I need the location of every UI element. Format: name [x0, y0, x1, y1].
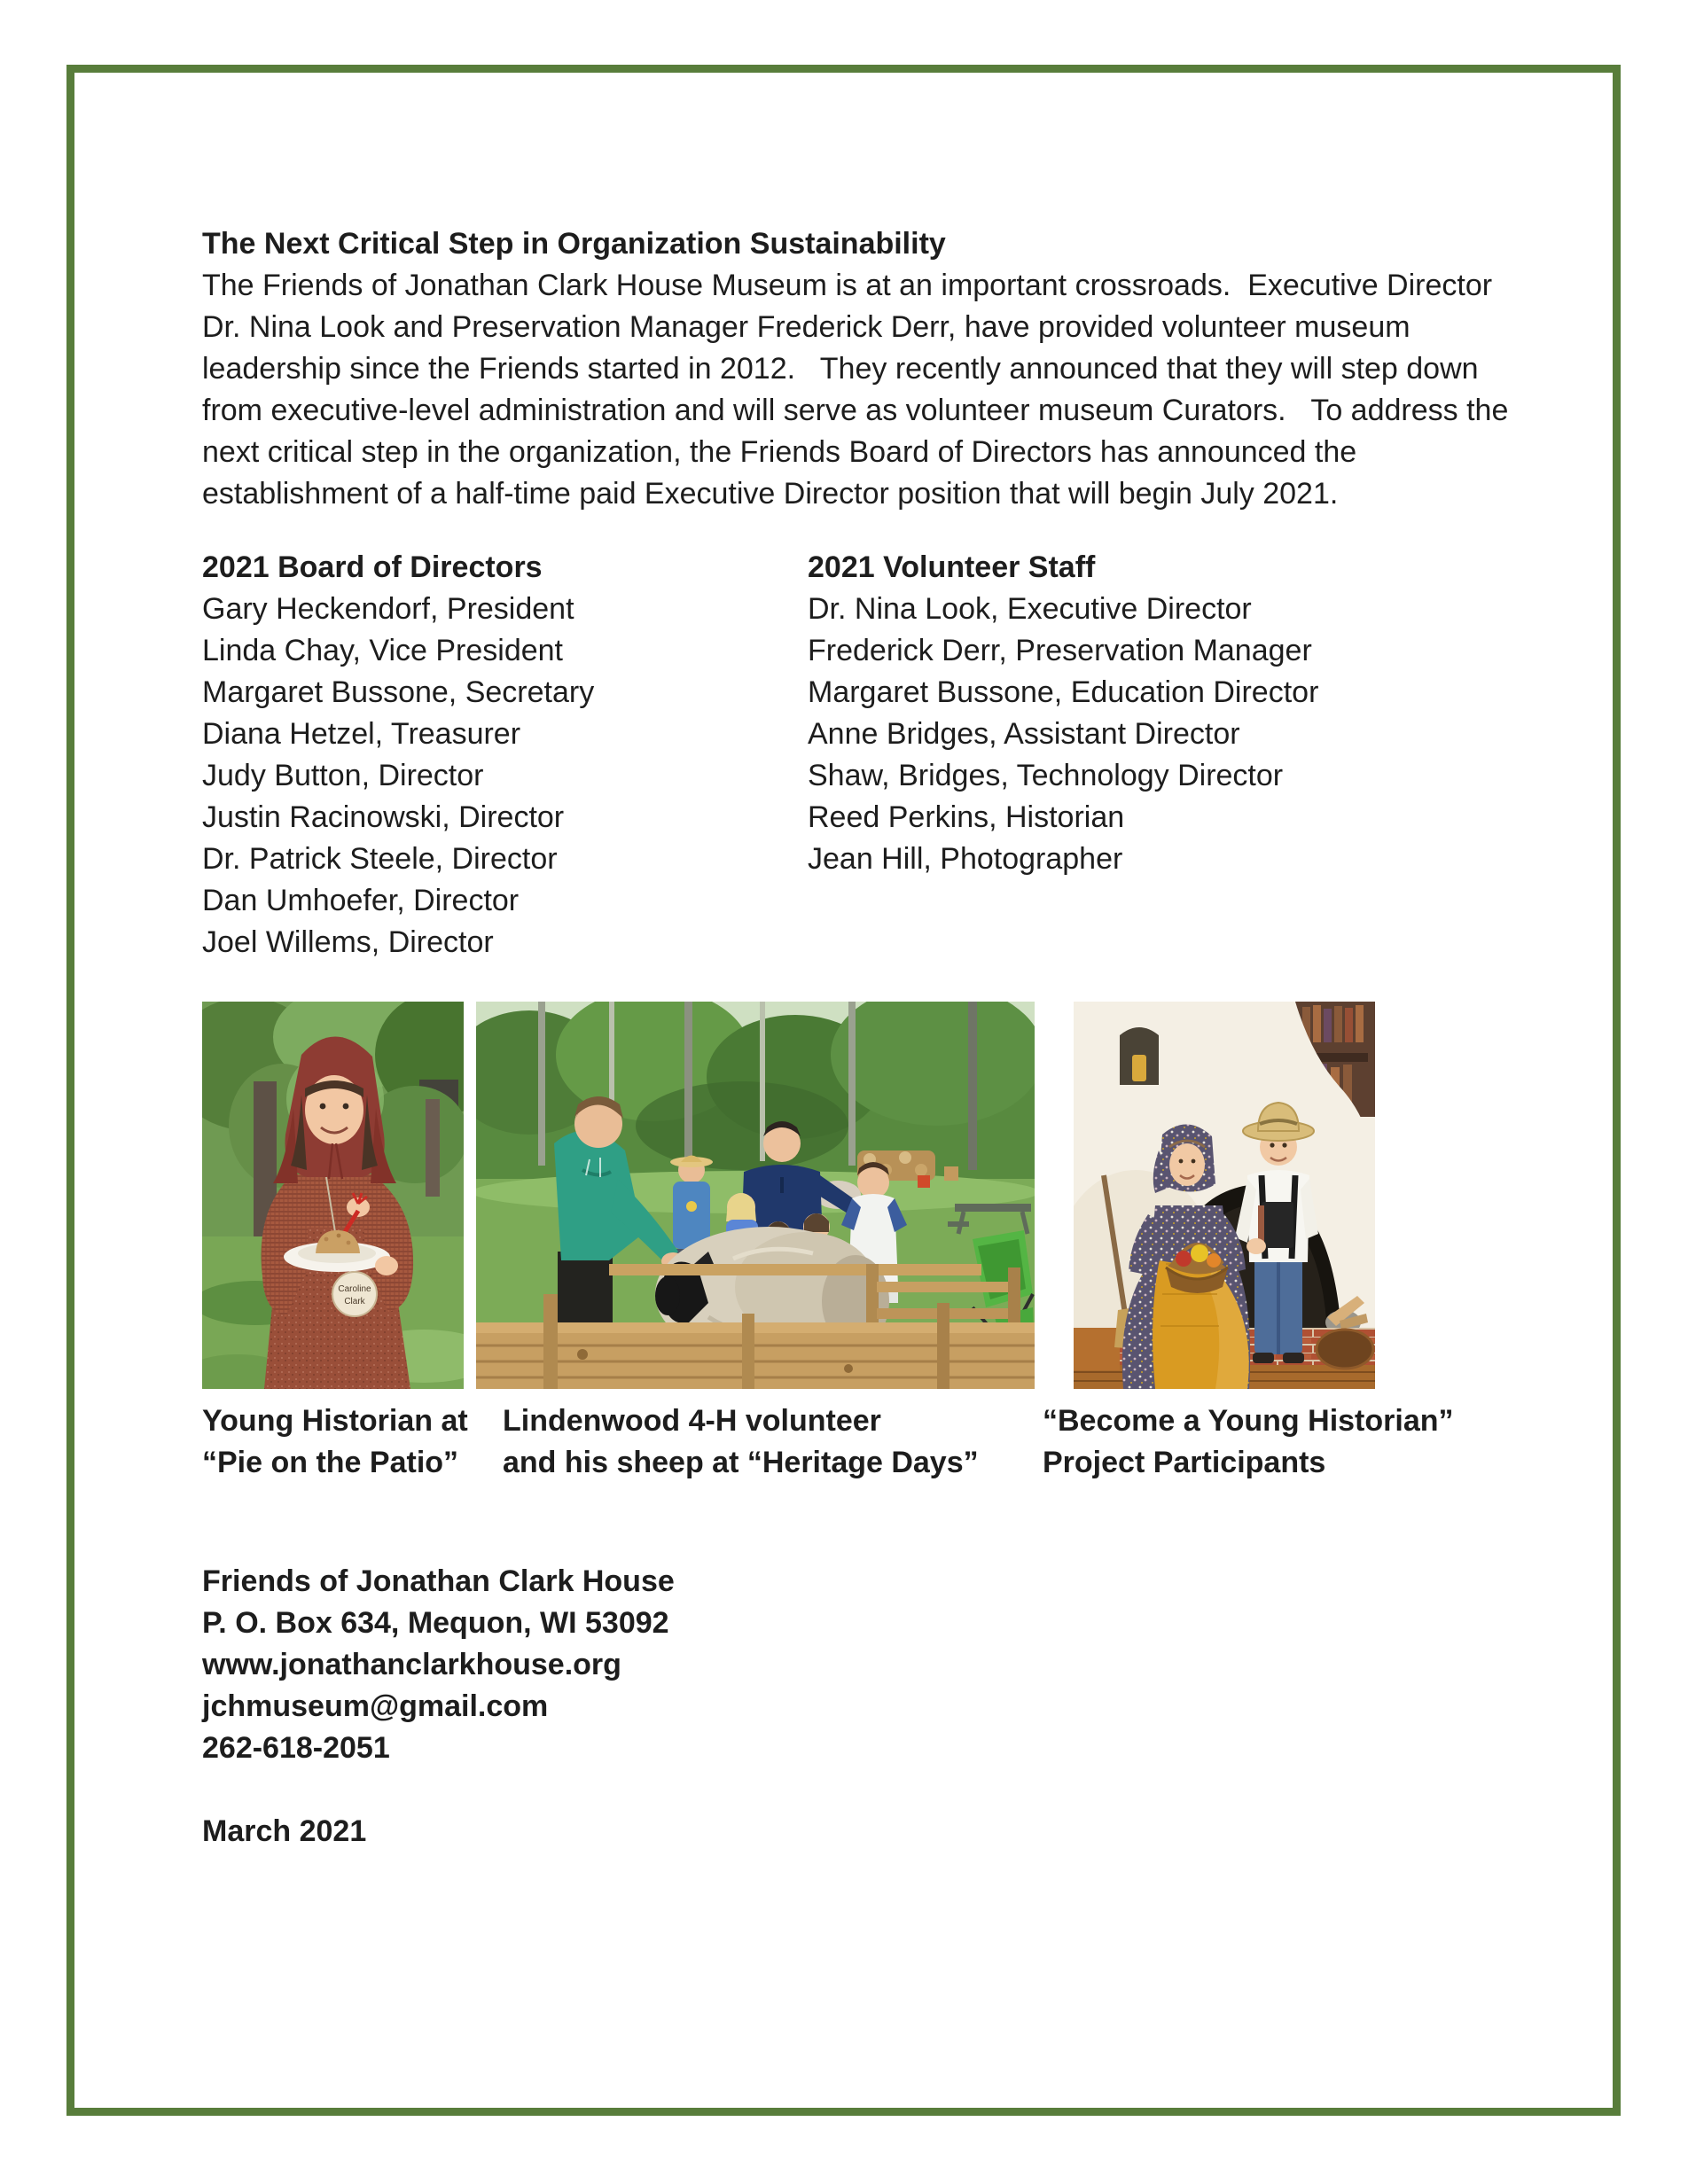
contact-block	[202, 1561, 1532, 1852]
board-heading: 2021 Board of Directors	[202, 550, 543, 584]
caption-line: Young Historian at	[202, 1404, 468, 1438]
photo-pie-on-the-patio	[202, 1002, 464, 1389]
staff-member: Anne Bridges, Assistant Director	[808, 717, 1240, 751]
board-of-directors-column	[202, 547, 808, 963]
staff-member: Dr. Nina Look, Executive Director	[808, 592, 1252, 626]
name-tag-last-name: Clark	[344, 1297, 365, 1306]
caption-line: Project Participants	[1043, 1446, 1326, 1479]
article-paragraph: The Friends of Jonathan Clark House Museum is at an important crossroads. Executive Director Dr. Nina Look and Preservation Manager Frederick Derr, have provided volunteer museum leadership since the Friends started in 2012. They recently announced that they will step down from executive-level administration and will serve as volunteer museum Curators. To address the next critical step in the organization, the Friends Board of Directors has announced the establishment of a half-time paid Executive Director position that will begin July 2021.	[202, 269, 1517, 511]
caption-line: “Become a Young Historian”	[1043, 1404, 1454, 1438]
volunteer-staff-column	[808, 547, 1532, 963]
name-tag	[332, 1272, 377, 1316]
caption-young-historian	[1043, 1400, 1532, 1484]
email-address: jchmuseum@gmail.com	[202, 1689, 549, 1723]
caption-line: “Pie on the Patio”	[202, 1446, 459, 1479]
staff-member: Margaret Bussone, Education Director	[808, 675, 1319, 709]
issue-date: March 2021	[202, 1814, 367, 1848]
board-member: Diana Hetzel, Treasurer	[202, 717, 521, 751]
board-member: Gary Heckendorf, President	[202, 592, 574, 626]
website-url: www.jonathanclarkhouse.org	[202, 1648, 621, 1681]
article-heading: The Next Critical Step in Organization Sustainability	[202, 227, 946, 261]
caption-line: Lindenwood 4-H volunteer	[503, 1404, 881, 1438]
phone-number: 262-618-2051	[202, 1731, 390, 1765]
board-member: Dan Umhoefer, Director	[202, 884, 520, 917]
staff-member: Reed Perkins, Historian	[808, 800, 1125, 834]
photos-strip	[202, 1002, 1532, 1389]
name-tag-first-name: Caroline	[338, 1284, 371, 1294]
red-bucket	[918, 1175, 930, 1188]
staff-heading: 2021 Volunteer Staff	[808, 550, 1096, 584]
caption-line: and his sheep at “Heritage Days”	[503, 1446, 979, 1479]
caption-heritage-days	[503, 1400, 1043, 1484]
rosters-section	[202, 547, 1532, 963]
photo-young-historian-participants	[1074, 1002, 1375, 1389]
organization-name: Friends of Jonathan Clark House	[202, 1564, 675, 1598]
board-member: Margaret Bussone, Secretary	[202, 675, 595, 709]
staff-member: Frederick Derr, Preservation Manager	[808, 634, 1312, 667]
staff-member: Jean Hill, Photographer	[808, 842, 1123, 876]
photo-captions	[202, 1400, 1532, 1484]
board-member: Judy Button, Director	[202, 759, 484, 792]
board-member: Linda Chay, Vice President	[202, 634, 563, 667]
board-member: Justin Racinowski, Director	[202, 800, 565, 834]
newsletter-page	[202, 223, 1532, 1852]
board-member: Joel Willems, Director	[202, 925, 494, 959]
mailing-address: P. O. Box 634, Mequon, WI 53092	[202, 1606, 669, 1640]
caption-pie-on-the-patio	[202, 1400, 503, 1484]
photo-heritage-days-sheep	[476, 1002, 1035, 1389]
board-member: Dr. Patrick Steele, Director	[202, 842, 558, 876]
staff-member: Shaw, Bridges, Technology Director	[808, 759, 1284, 792]
